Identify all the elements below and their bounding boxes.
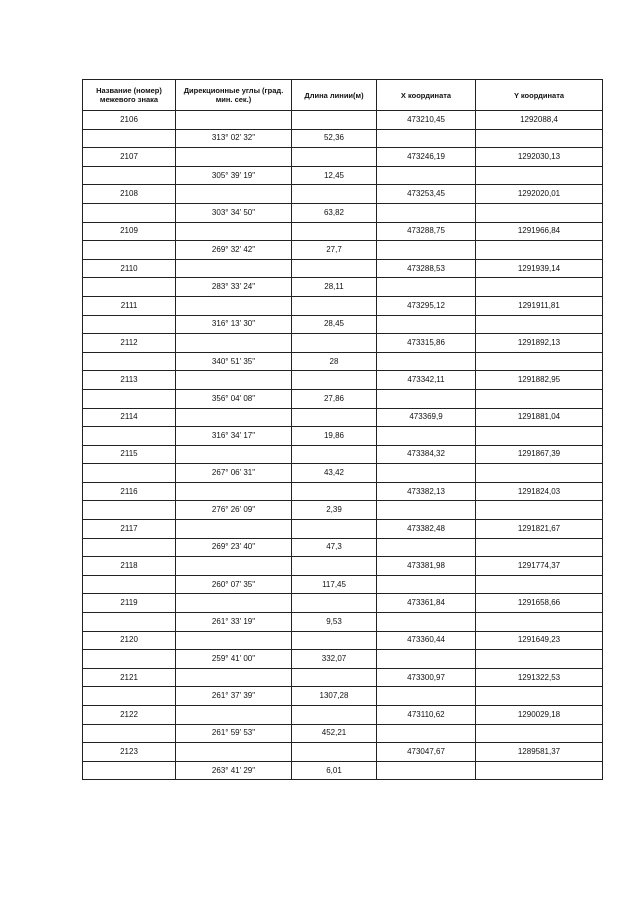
cell-line-length [292,445,377,464]
header-y-coordinate: Y координата [476,80,603,111]
cell-line-length: 27,86 [292,389,377,408]
cell-x-coordinate: 473047,67 [377,743,476,762]
table-row [83,445,603,464]
cell-direction-angle: 261° 33' 19" [176,613,292,632]
cell-marker-name [83,166,176,185]
cell-y-coordinate: 1289581,37 [476,743,603,762]
cell-y-coordinate [476,650,603,669]
table-row [83,352,603,371]
cell-y-coordinate [476,501,603,520]
cell-y-coordinate: 1291658,66 [476,594,603,613]
cell-y-coordinate [476,724,603,743]
cell-line-length [292,334,377,353]
cell-y-coordinate: 1291966,84 [476,222,603,241]
table-row [83,724,603,743]
cell-line-length: 332,07 [292,650,377,669]
cell-direction-angle: 303° 34' 50" [176,203,292,222]
cell-direction-angle [176,259,292,278]
cell-x-coordinate [377,129,476,148]
cell-y-coordinate [476,761,603,780]
table-row [83,594,603,613]
cell-line-length [292,520,377,539]
table-row [83,668,603,687]
cell-line-length: 452,21 [292,724,377,743]
table-body [83,111,603,780]
cell-marker-name [83,613,176,632]
cell-y-coordinate [476,389,603,408]
cell-x-coordinate: 473295,12 [377,296,476,315]
cell-direction-angle [176,185,292,204]
cell-line-length: 117,45 [292,575,377,594]
cell-x-coordinate: 473342,11 [377,371,476,390]
cell-x-coordinate [377,315,476,334]
cell-x-coordinate [377,650,476,669]
cell-y-coordinate: 1291882,95 [476,371,603,390]
cell-marker-name [83,203,176,222]
cell-direction-angle [176,334,292,353]
cell-y-coordinate [476,352,603,371]
cell-y-coordinate: 1291881,04 [476,408,603,427]
cell-direction-angle: 283° 33' 24" [176,278,292,297]
cell-x-coordinate: 473360,44 [377,631,476,650]
cell-direction-angle: 261° 59' 53" [176,724,292,743]
cell-x-coordinate [377,613,476,632]
cell-y-coordinate: 1291821,67 [476,520,603,539]
cell-x-coordinate [377,761,476,780]
table-row [83,538,603,557]
cell-direction-angle: 276° 26' 09" [176,501,292,520]
cell-direction-angle: 259° 41' 00" [176,650,292,669]
cell-y-coordinate [476,241,603,260]
cell-x-coordinate: 473246,19 [377,148,476,167]
table-row [83,520,603,539]
table-row [83,166,603,185]
cell-direction-angle [176,296,292,315]
cell-marker-name: 2111 [83,296,176,315]
table-row [83,389,603,408]
table-row [83,706,603,725]
cell-x-coordinate [377,427,476,446]
cell-direction-angle [176,408,292,427]
cell-marker-name [83,687,176,706]
cell-marker-name: 2121 [83,668,176,687]
cell-direction-angle [176,111,292,130]
cell-direction-angle [176,445,292,464]
cell-x-coordinate [377,464,476,483]
cell-marker-name: 2116 [83,482,176,501]
cell-x-coordinate: 473300,97 [377,668,476,687]
cell-line-length: 12,45 [292,166,377,185]
cell-x-coordinate: 473110,62 [377,706,476,725]
cell-x-coordinate [377,278,476,297]
cell-y-coordinate: 1291322,53 [476,668,603,687]
cell-marker-name: 2107 [83,148,176,167]
cell-y-coordinate [476,315,603,334]
cell-y-coordinate: 1292020,01 [476,185,603,204]
boundary-coordinates-table [82,79,603,780]
cell-line-length: 47,3 [292,538,377,557]
cell-marker-name [83,352,176,371]
table-row [83,743,603,762]
cell-y-coordinate: 1291892,13 [476,334,603,353]
cell-x-coordinate [377,203,476,222]
cell-y-coordinate: 1291649,23 [476,631,603,650]
cell-x-coordinate: 473361,84 [377,594,476,613]
table-row [83,687,603,706]
cell-direction-angle: 316° 13' 30" [176,315,292,334]
cell-marker-name: 2115 [83,445,176,464]
table-row [83,464,603,483]
cell-y-coordinate [476,166,603,185]
cell-x-coordinate: 473253,45 [377,185,476,204]
cell-line-length: 6,01 [292,761,377,780]
cell-line-length [292,668,377,687]
cell-x-coordinate: 473288,75 [377,222,476,241]
cell-direction-angle [176,631,292,650]
cell-direction-angle: 356° 04' 08" [176,389,292,408]
cell-x-coordinate [377,241,476,260]
cell-marker-name [83,129,176,148]
cell-y-coordinate: 1291774,37 [476,557,603,576]
cell-direction-angle: 267° 06' 31" [176,464,292,483]
cell-marker-name [83,241,176,260]
cell-line-length [292,222,377,241]
cell-direction-angle: 316° 34' 17" [176,427,292,446]
cell-direction-angle [176,222,292,241]
table-row [83,296,603,315]
cell-y-coordinate [476,129,603,148]
cell-marker-name [83,501,176,520]
cell-line-length [292,296,377,315]
cell-x-coordinate [377,389,476,408]
cell-marker-name [83,650,176,669]
cell-y-coordinate [476,203,603,222]
cell-marker-name: 2118 [83,557,176,576]
cell-y-coordinate: 1292088,4 [476,111,603,130]
cell-line-length [292,111,377,130]
cell-line-length: 28,45 [292,315,377,334]
table-row [83,631,603,650]
cell-y-coordinate [476,538,603,557]
cell-x-coordinate: 473210,45 [377,111,476,130]
cell-line-length: 43,42 [292,464,377,483]
cell-direction-angle: 269° 32' 42" [176,241,292,260]
cell-marker-name [83,761,176,780]
table-row [83,203,603,222]
cell-line-length: 28 [292,352,377,371]
cell-x-coordinate [377,352,476,371]
table-row [83,575,603,594]
cell-direction-angle [176,482,292,501]
cell-line-length [292,371,377,390]
cell-line-length [292,743,377,762]
cell-x-coordinate [377,575,476,594]
cell-line-length: 1307,28 [292,687,377,706]
table-row [83,185,603,204]
cell-direction-angle [176,371,292,390]
cell-marker-name: 2114 [83,408,176,427]
cell-line-length [292,706,377,725]
cell-line-length [292,557,377,576]
cell-direction-angle [176,594,292,613]
cell-line-length: 63,82 [292,203,377,222]
cell-marker-name: 2123 [83,743,176,762]
cell-direction-angle: 263° 41' 29" [176,761,292,780]
cell-marker-name: 2109 [83,222,176,241]
cell-direction-angle: 313° 02' 32" [176,129,292,148]
cell-line-length: 9,53 [292,613,377,632]
cell-marker-name: 2110 [83,259,176,278]
cell-x-coordinate: 473382,48 [377,520,476,539]
cell-direction-angle [176,557,292,576]
cell-line-length: 27,7 [292,241,377,260]
cell-marker-name: 2108 [83,185,176,204]
header-x-coordinate: X координата [377,80,476,111]
header-marker-name: Название (номер) межевого знака [83,80,176,111]
cell-y-coordinate [476,575,603,594]
cell-x-coordinate [377,538,476,557]
header-direction-angle: Дирекционные углы (град. мин. сек.) [176,80,292,111]
cell-direction-angle: 261° 37' 39" [176,687,292,706]
cell-x-coordinate: 473382,13 [377,482,476,501]
cell-y-coordinate: 1291867,39 [476,445,603,464]
cell-x-coordinate [377,687,476,706]
cell-marker-name [83,315,176,334]
cell-line-length [292,482,377,501]
cell-y-coordinate: 1291939,14 [476,259,603,278]
table-row [83,148,603,167]
cell-line-length: 19,86 [292,427,377,446]
cell-line-length [292,594,377,613]
cell-y-coordinate [476,687,603,706]
cell-direction-angle [176,520,292,539]
cell-marker-name [83,427,176,446]
table-header-row [83,80,603,111]
cell-marker-name: 2120 [83,631,176,650]
cell-y-coordinate: 1292030,13 [476,148,603,167]
cell-direction-angle: 340° 51' 35" [176,352,292,371]
table-row [83,278,603,297]
table-row [83,427,603,446]
cell-direction-angle: 269° 23' 40" [176,538,292,557]
table-row [83,613,603,632]
cell-line-length: 52,36 [292,129,377,148]
cell-x-coordinate: 473315,86 [377,334,476,353]
table-row [83,222,603,241]
table-row [83,259,603,278]
table-row [83,761,603,780]
cell-marker-name: 2106 [83,111,176,130]
cell-marker-name: 2112 [83,334,176,353]
cell-x-coordinate: 473369,9 [377,408,476,427]
table-row [83,334,603,353]
table-row [83,501,603,520]
table-row [83,408,603,427]
cell-direction-angle: 260° 07' 35" [176,575,292,594]
cell-direction-angle: 305° 39' 19" [176,166,292,185]
table-row [83,129,603,148]
cell-direction-angle [176,148,292,167]
cell-marker-name: 2119 [83,594,176,613]
table-row [83,241,603,260]
cell-line-length [292,631,377,650]
cell-marker-name [83,724,176,743]
cell-line-length: 28,11 [292,278,377,297]
cell-direction-angle [176,668,292,687]
table-row [83,315,603,334]
header-line-length: Длина линии(м) [292,80,377,111]
cell-line-length [292,259,377,278]
cell-marker-name [83,464,176,483]
table-row [83,111,603,130]
cell-marker-name: 2117 [83,520,176,539]
cell-y-coordinate [476,278,603,297]
table-row [83,371,603,390]
cell-marker-name [83,575,176,594]
cell-direction-angle [176,743,292,762]
cell-line-length: 2,39 [292,501,377,520]
cell-x-coordinate: 473288,53 [377,259,476,278]
table-row [83,557,603,576]
cell-y-coordinate: 1291911,81 [476,296,603,315]
cell-line-length [292,408,377,427]
cell-y-coordinate: 1290029,18 [476,706,603,725]
cell-y-coordinate [476,427,603,446]
cell-line-length [292,148,377,167]
table-row [83,482,603,501]
cell-y-coordinate [476,464,603,483]
cell-direction-angle [176,706,292,725]
cell-y-coordinate [476,613,603,632]
cell-x-coordinate: 473381,98 [377,557,476,576]
cell-line-length [292,185,377,204]
cell-x-coordinate [377,166,476,185]
cell-x-coordinate: 473384,32 [377,445,476,464]
cell-x-coordinate [377,724,476,743]
cell-marker-name [83,389,176,408]
cell-marker-name [83,278,176,297]
cell-y-coordinate: 1291824,03 [476,482,603,501]
cell-marker-name [83,538,176,557]
cell-x-coordinate [377,501,476,520]
table-row [83,650,603,669]
cell-marker-name: 2113 [83,371,176,390]
cell-marker-name: 2122 [83,706,176,725]
